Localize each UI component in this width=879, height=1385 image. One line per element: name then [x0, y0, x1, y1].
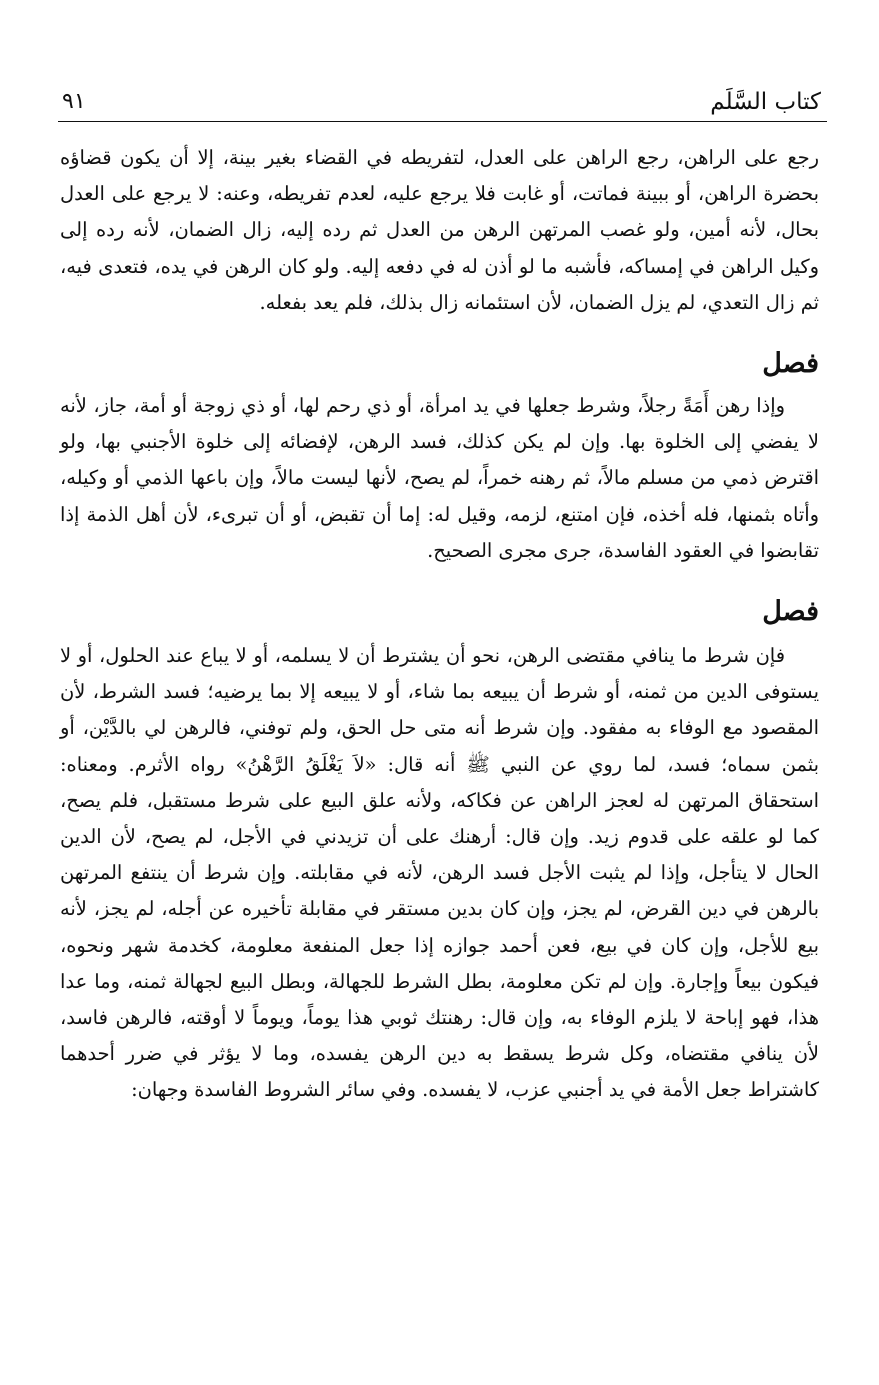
running-header-title: كتاب السَّلَم [710, 89, 821, 115]
section-heading-fasl-2: فصل [762, 596, 819, 628]
section-paragraph-2: فإن شرط ما ينافي مقتضى الرهن، نحو أن يشترط أن لا يسلمه، أو لا يباع عند الحلول، أو لا يستوفى الدين من ثمنه، أو شرط أن يبيعه بما شاء، أو لا يبيعه إلا بما يرضيه؛ فسد الشرط، لأن المقصود مع الوفاء به مفقود. وإن شرط أنه متى حل الحق، ولم توفني، فالرهن لي بالدَّيْن، أو بثمن سماه؛ فسد، لما روي عن النبي ﷺ أنه قال: «لاَ يَغْلَقُ الرَّهْنُ» رواه الأثرم. ومعناه: استحقاق المرتهن له لعجز الراهن عن فكاكه، ولأنه علق البيع على شرط مستقبل، فلم يصح، كما لو علقه على قدوم زيد. وإن قال: أرهنك على أن تزيدني في الأجل، لم يصح، لأن الدين الحال لا يتأجل، وإذا لم يثبت الأجل فسد الرهن، لأنه في مقابلته. وإن شرط أن ينتفع المرتهن بالرهن في دين القرض، لم يجز، وإن كان بدين مستقر في مقابلة تأخيره عن أجله، لم يجز، لأنه بيع للأجل، وإن كان في بيع، فعن أحمد جوازه إذا جعل المنفعة معلومة، كخدمة شهر ونحوه، فيكون بيعاً وإجارة. وإن لم تكن معلومة، بطل الشرط للجهالة، وبطل البيع لجهالة ثمنه، وما عدا هذا، فهو إباحة لا يلزم الوفاء به، وإن قال: رهنتك ثوبي هذا يوماً، ويوماً لا أوقته، فالرهن فاسد، لأن ينافي مقتضاه، وكل شرط يسقط به دين الرهن يفسده، وما لا يؤثر في ضرر أحدهما كاشتراط جعل الأمة في يد أجنبي عزب، لا يفسده. وفي سائر الشروط الفاسدة وجهان: [60, 644, 819, 1102]
header-divider [58, 121, 827, 122]
section-heading-fasl-1: فصل [762, 348, 819, 380]
page-number: ٩١ [62, 89, 86, 114]
page-body [60, 140, 819, 1109]
opening-paragraph: رجع على الراهن، رجع الراهن على العدل، لتفريطه في القضاء بغير بينة، إلا أن يكون قضاؤه بحضرة الراهن، أو ببينة فماتت، أو غابت فلا يرجع عليه، لعدم تفريطه، وعنه: لا يرجع على العدل بحال، لأنه أمين، ولو غصب المرتهن الرهن من العدل ثم رده إليه، زال الضمان، لأنه رده إلى وكيل الراهن في إمساكه، فأشبه ما لو أذن له في دفعه إليه. ولو كان الرهن في يده، فتعدى فيه، ثم زال التعدي، لم يزل الضمان، لأن استئمانه زال بذلك، فلم يعد بفعله. [60, 146, 819, 314]
running-header [58, 84, 821, 120]
section-paragraph-1: وإذا رهن أَمَةً رجلاً، وشرط جعلها في يد امرأة، أو ذي رحم لها، أو ذي زوجة أو أمة، جاز، لأنه لا يفضي إلى الخلوة بها. وإن لم يكن كذلك، فسد الرهن، لإفضائه إلى خلوة الأجنبي بها، ولو اقترض ذمي من مسلم مالاً، ثم رهنه خمراً، لم يصح، لأنها ليست مالاً، وإن باعها الذمي أو وكيله، وأتاه بثمنها، فله أخذه، فإن امتنع، لزمه، وقيل له: إما أن تقبض، أو أن تبرىء، لأن أهل الذمة إذا تقابضوا في العقود الفاسدة، جرى مجرى الصحيح. [60, 394, 819, 562]
